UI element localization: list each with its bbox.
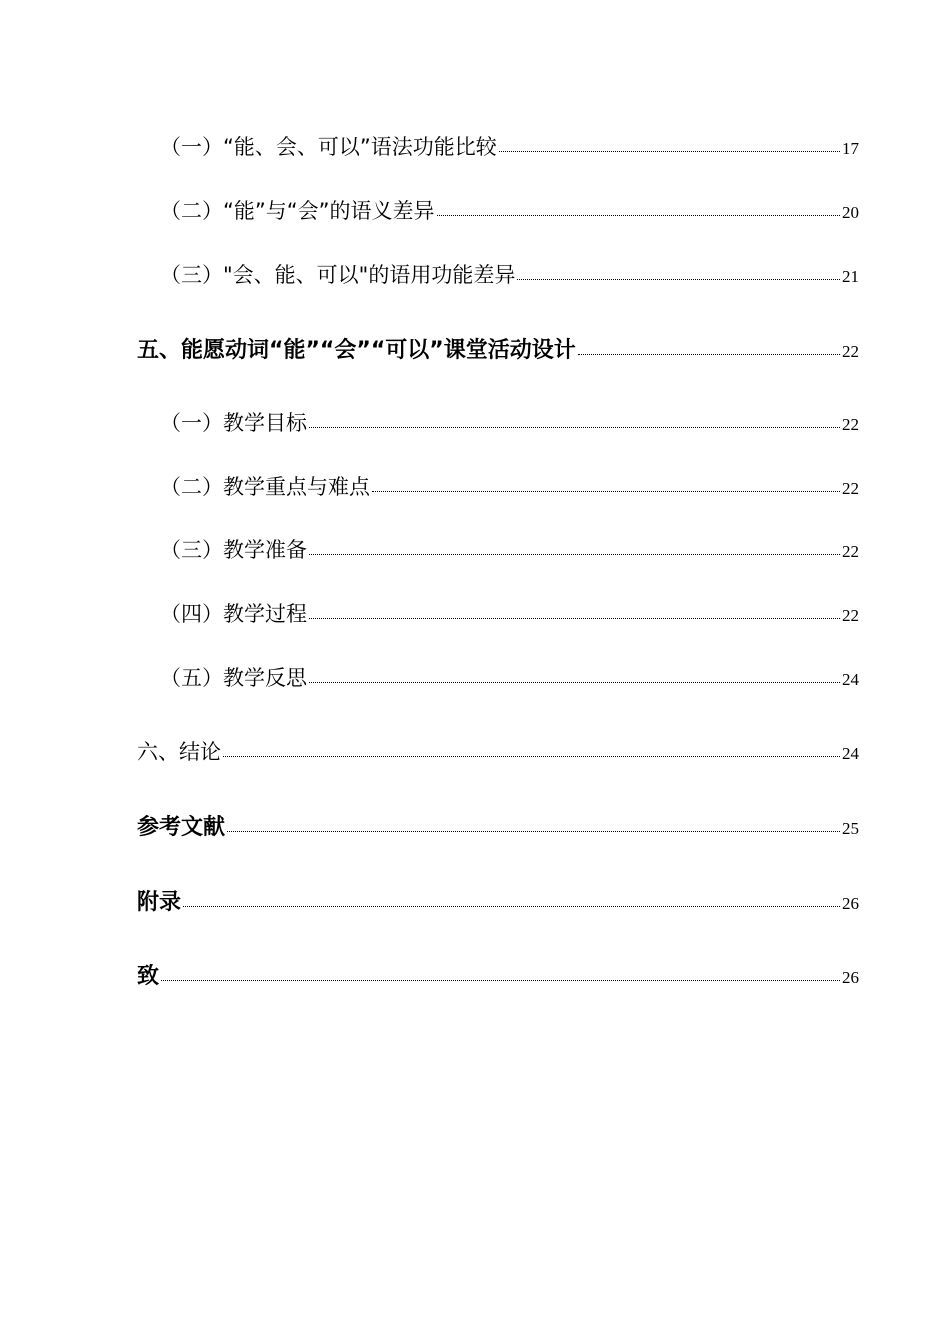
- toc-entry-page: 22: [842, 542, 859, 561]
- toc-entry-title: （二）教学重点与难点: [160, 475, 370, 499]
- dot-leader: [499, 151, 840, 152]
- toc-entry-teaching-goals[interactable]: [160, 407, 859, 439]
- dot-leader: [309, 427, 840, 428]
- toc-entry-references[interactable]: [137, 810, 859, 842]
- dot-leader: [309, 554, 840, 555]
- toc-entry-page: 20: [842, 203, 859, 222]
- toc-entry-page: 26: [842, 894, 859, 913]
- toc-entry-page: 21: [842, 267, 859, 286]
- dot-leader: [161, 980, 840, 981]
- toc-entry-teaching-process[interactable]: [160, 598, 859, 630]
- toc-entry-reflection[interactable]: [160, 662, 859, 694]
- toc-entry-title: （二）“能”与“会”的语义差异: [160, 199, 435, 223]
- toc-entry-appendix[interactable]: [137, 885, 859, 917]
- toc-entry-title: （一）教学目标: [160, 411, 307, 435]
- toc-entry-title: （三）教学准备: [160, 538, 307, 562]
- toc-entry-acknowledgements[interactable]: [137, 959, 859, 991]
- toc-entry-page: 22: [842, 479, 859, 498]
- dot-leader: [372, 491, 840, 492]
- toc-entry-title: （五）教学反思: [160, 666, 307, 690]
- toc-entry-title: （一）“能、会、可以”语法功能比较: [160, 135, 497, 159]
- toc-entry-title: （三）"会、能、可以"的语用功能差异: [160, 263, 516, 287]
- toc-entry-page: 22: [842, 606, 859, 625]
- toc-entry-page: 24: [842, 744, 859, 763]
- toc-entry-page: 25: [842, 819, 859, 838]
- toc-entry-title: 附录: [137, 890, 182, 915]
- dot-leader: [227, 831, 840, 832]
- toc-entry-chapter-five[interactable]: [137, 333, 859, 365]
- toc-entry-title: 参考文献: [137, 815, 226, 840]
- dot-leader: [223, 756, 840, 757]
- dot-leader: [578, 354, 840, 355]
- dot-leader: [309, 618, 840, 619]
- toc-entry-page: 26: [842, 968, 859, 987]
- toc-entry-title: 五、能愿动词“能”“会”“可以”课堂活动设计: [137, 338, 576, 363]
- toc-entry-pragmatic-difference[interactable]: [160, 259, 859, 291]
- toc-entry-grammar-comparison[interactable]: [160, 131, 859, 163]
- toc-entry-semantic-difference[interactable]: [160, 195, 859, 227]
- toc-entry-conclusion[interactable]: [137, 736, 859, 768]
- toc-entry-page: 22: [842, 415, 859, 434]
- toc-entry-preparation[interactable]: [160, 534, 859, 566]
- toc-entry-page: 22: [842, 342, 859, 361]
- toc-entry-page: 17: [842, 139, 859, 158]
- dot-leader: [309, 682, 840, 683]
- toc-entry-key-points[interactable]: [160, 471, 859, 503]
- dot-leader: [517, 279, 840, 280]
- toc-entry-page: 24: [842, 670, 859, 689]
- dot-leader: [437, 215, 840, 216]
- dot-leader: [183, 906, 840, 907]
- toc-entry-title: （四）教学过程: [160, 602, 307, 626]
- toc-entry-title: 致: [137, 964, 160, 989]
- toc-entry-title: 六、结论: [137, 740, 221, 764]
